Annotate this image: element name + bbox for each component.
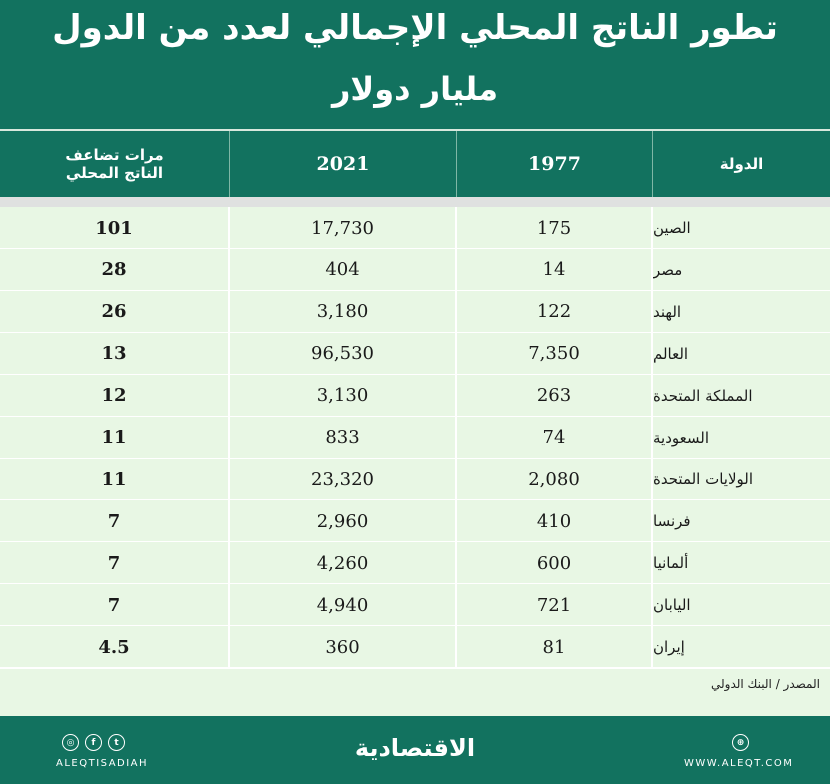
value-1977-cell: 2,080 [528, 468, 580, 490]
value-1977-cell: 14 [542, 259, 566, 281]
brand-logo: الاقتصادية [354, 734, 476, 762]
value-1977-cell: 721 [536, 594, 572, 616]
header-multiple [0, 131, 229, 197]
header-multiple-line1: مرات تضاعف [65, 146, 164, 164]
value-2021-cell: 17,730 [311, 217, 374, 239]
value-2021-cell: 4,260 [316, 552, 369, 574]
title-band [0, 0, 830, 131]
multiple-cell: 11 [101, 427, 127, 448]
value-2021-cell: 833 [325, 427, 360, 448]
country-cell: مصر [653, 260, 683, 279]
header-divider [0, 197, 830, 207]
value-1977-cell: 122 [536, 301, 572, 323]
country-cell: ألمانيا [653, 554, 689, 573]
header-country [652, 131, 830, 197]
table-row [0, 249, 830, 291]
multiple-cell: 28 [101, 259, 127, 281]
country-cell: فرنسا [653, 512, 691, 531]
column-divider [228, 207, 230, 668]
country-cell: الهند [653, 302, 682, 321]
table-body [0, 207, 830, 668]
page-title: تطور الناتج المحلي الإجمالي لعدد من الدول [52, 8, 778, 48]
multiple-cell: 7 [107, 510, 121, 532]
value-1977-cell: 600 [536, 552, 572, 574]
country-cell: إيران [653, 638, 685, 656]
multiple-cell: 7 [107, 594, 121, 616]
country-cell: اليابان [653, 596, 691, 615]
table-row [0, 291, 830, 333]
facebook-icon[interactable]: f [85, 734, 102, 751]
table-row [0, 626, 830, 668]
multiple-cell: 12 [101, 385, 127, 407]
table-row [0, 542, 830, 584]
value-1977-cell: 74 [542, 427, 566, 448]
value-2021-cell: 3,130 [316, 385, 369, 407]
value-1977-cell: 81 [542, 636, 566, 658]
country-cell: العالم [653, 344, 689, 363]
value-2021-cell: 23,320 [311, 468, 374, 490]
value-1977-cell: 175 [536, 217, 572, 239]
table-row [0, 500, 830, 542]
globe-icon[interactable]: ⊕ [732, 734, 749, 751]
country-cell: الصين [653, 219, 691, 237]
value-2021-cell: 3,180 [316, 301, 369, 323]
multiple-cell: 13 [101, 343, 127, 365]
value-1977-cell: 410 [536, 510, 572, 532]
footer [0, 716, 830, 784]
table-row [0, 458, 830, 500]
table-row [0, 584, 830, 626]
country-cell: المملكة المتحدة [653, 386, 753, 405]
value-1977-cell: 263 [536, 385, 572, 407]
column-divider [455, 207, 457, 668]
table-header [0, 131, 830, 197]
table-row [0, 207, 830, 249]
value-2021-cell: 404 [325, 259, 360, 281]
header-country-label: الدولة [719, 155, 764, 173]
column-divider [651, 207, 653, 668]
country-cell: السعودية [653, 428, 710, 447]
header-2021-label: 2021 [316, 153, 370, 175]
multiple-cell: 26 [101, 301, 127, 323]
source-note: المصدر / البنك الدولي [710, 677, 820, 691]
value-2021-cell: 360 [325, 636, 360, 658]
table-row [0, 333, 830, 375]
value-2021-cell: 4,940 [316, 594, 369, 616]
header-2021 [229, 131, 456, 197]
twitter-icon[interactable]: t [108, 734, 125, 751]
instagram-icon[interactable]: ◎ [62, 734, 79, 751]
source-band [0, 668, 830, 717]
multiple-cell: 4.5 [98, 636, 130, 658]
header-1977-label: 1977 [528, 153, 581, 175]
country-cell: الولايات المتحدة [653, 470, 754, 489]
website-link[interactable]: WWW.ALEQT.COM [684, 758, 794, 769]
table-row [0, 417, 830, 459]
multiple-cell: 11 [101, 468, 127, 490]
multiple-cell: 101 [95, 217, 133, 239]
value-1977-cell: 7,350 [528, 343, 580, 365]
value-2021-cell: 2,960 [316, 510, 369, 532]
table-row [0, 375, 830, 417]
social-handle[interactable]: ALEQTISADIAH [56, 758, 149, 769]
header-1977 [456, 131, 652, 197]
page-subtitle: مليار دولار [331, 70, 499, 108]
value-2021-cell: 96,530 [311, 343, 374, 365]
multiple-cell: 7 [107, 552, 121, 574]
header-multiple-line2: الناتج المحلي [65, 164, 164, 182]
